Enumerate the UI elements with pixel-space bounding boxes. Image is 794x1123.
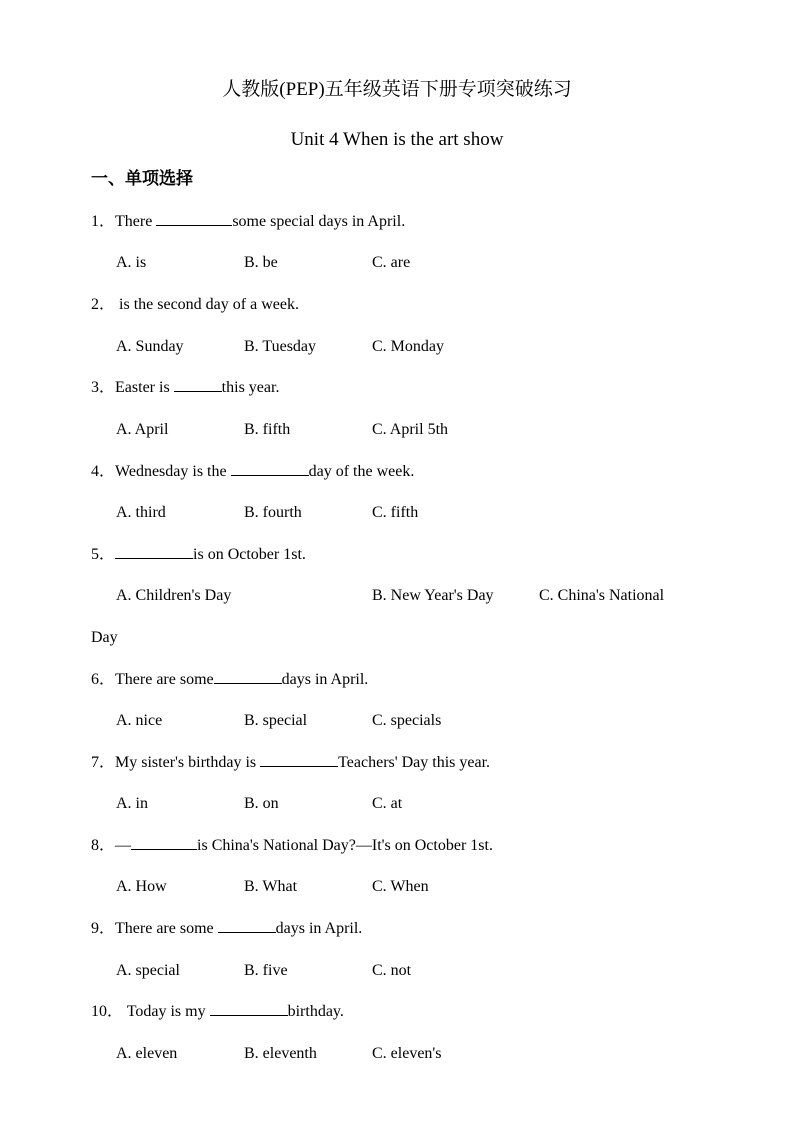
option-a: A. in — [116, 795, 148, 812]
answer-blank — [218, 918, 276, 933]
option-c: C. April 5th — [372, 421, 449, 438]
option-a: A. third — [116, 504, 166, 521]
answer-blank — [231, 461, 309, 476]
question-text-before: There — [115, 213, 157, 230]
question-number: 10． — [91, 1003, 124, 1020]
option-a: A. special — [116, 962, 180, 979]
answer-blank — [156, 211, 232, 226]
question-text-after: birthday. — [287, 1003, 344, 1020]
answer-blank — [174, 377, 222, 392]
worksheet-subtitle: Unit 4 When is the art show — [290, 129, 504, 150]
question-9 — [91, 918, 362, 940]
question-text-before: There are some — [115, 920, 218, 937]
question-text-before: Easter is — [115, 379, 174, 396]
question-number: 4． — [91, 463, 116, 480]
question-10 — [91, 1001, 344, 1023]
question-number: 8． — [91, 837, 116, 854]
answer-blank — [260, 752, 338, 767]
option-b: B. five — [244, 962, 288, 979]
question-text-after: is the second day of a week. — [115, 296, 299, 313]
question-text-after: days in April. — [275, 920, 363, 937]
option-a: A. Sunday — [116, 338, 184, 355]
question-text-after: is on October 1st. — [193, 546, 306, 563]
option-c: C. not — [372, 962, 412, 979]
question-text-before: There are some — [115, 671, 214, 688]
option-c-wrap: Day — [91, 629, 118, 646]
option-b: B. New Year's Day — [372, 587, 494, 604]
question-text-after: is China's National Day?—It's on October 1st. — [197, 837, 493, 854]
question-2 — [91, 294, 299, 316]
question-number: 5． — [91, 546, 116, 563]
option-b: B. fourth — [244, 504, 302, 521]
question-8 — [91, 835, 493, 857]
option-a: A. April — [116, 421, 169, 438]
question-number: 6． — [91, 671, 116, 688]
question-number: 3． — [91, 379, 116, 396]
answer-blank — [214, 669, 282, 684]
option-a: A. How — [116, 878, 167, 895]
option-b: B. eleventh — [244, 1045, 317, 1062]
option-c: C. specials — [372, 712, 442, 729]
question-text-before: Today is my — [123, 1003, 210, 1020]
question-text-before: My sister's birthday is — [115, 754, 261, 771]
section-heading: 一、单项选择 — [91, 169, 193, 189]
option-b: B. special — [244, 712, 308, 729]
question-4 — [91, 461, 414, 483]
answer-blank — [131, 835, 197, 850]
question-7 — [91, 752, 490, 774]
question-text-before: Wednesday is the — [115, 463, 231, 480]
option-b: B. on — [244, 795, 279, 812]
option-a: A. eleven — [116, 1045, 178, 1062]
question-5 — [91, 544, 306, 566]
question-number: 7． — [91, 754, 116, 771]
option-b: B. be — [244, 254, 278, 271]
question-number: 2． — [91, 296, 116, 313]
option-c: C. When — [372, 878, 429, 895]
question-1 — [91, 211, 405, 233]
option-b: B. What — [244, 878, 298, 895]
option-c: C. China's National — [539, 587, 665, 604]
question-text-after: Teachers' Day this year. — [338, 754, 491, 771]
question-number: 1． — [91, 213, 116, 230]
option-c: C. eleven's — [372, 1045, 442, 1062]
answer-blank — [210, 1001, 288, 1016]
option-a: A. Children's Day — [116, 587, 232, 604]
question-3 — [91, 377, 279, 399]
option-c: C. are — [372, 254, 411, 271]
question-text-after: some special days in April. — [232, 213, 406, 230]
worksheet-title: 人教版(PEP)五年级英语下册专项突破练习 — [222, 79, 572, 100]
question-6 — [91, 669, 368, 691]
question-text-after: this year. — [221, 379, 280, 396]
option-b: B. fifth — [244, 421, 291, 438]
answer-blank — [115, 544, 193, 559]
option-b: B. Tuesday — [244, 338, 317, 355]
option-a: A. is — [116, 254, 147, 271]
option-c: C. fifth — [372, 504, 419, 521]
option-a: A. nice — [116, 712, 163, 729]
option-c: C. at — [372, 795, 403, 812]
question-text-after: day of the week. — [308, 463, 415, 480]
question-text-after: days in April. — [281, 671, 369, 688]
question-text-before: — — [115, 837, 132, 854]
option-c: C. Monday — [372, 338, 444, 355]
question-number: 9． — [91, 920, 116, 937]
